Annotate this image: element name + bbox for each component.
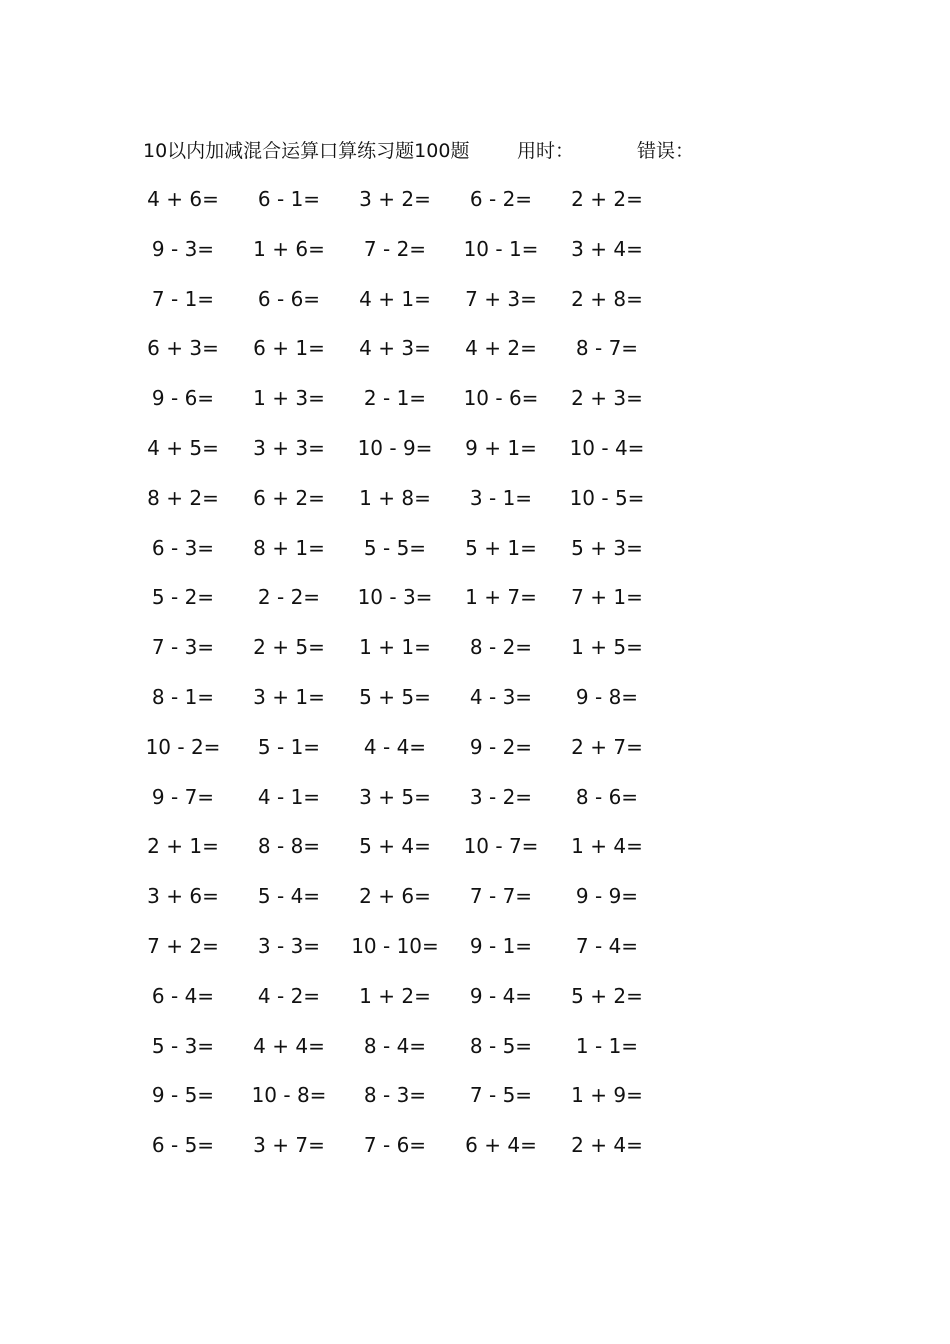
math-problem: 7 - 7=: [469, 884, 533, 909]
math-problem: 6 + 2=: [253, 485, 325, 510]
math-problem: 2 + 3=: [571, 386, 643, 411]
math-problem: 9 + 1=: [465, 435, 537, 460]
problem-row: [130, 782, 660, 832]
math-problem: 10 - 8=: [251, 1083, 327, 1108]
math-problem: 4 - 4=: [363, 734, 427, 759]
math-problem: 1 + 7=: [465, 585, 537, 610]
math-problem: 3 + 3=: [253, 435, 325, 460]
problem-grid: [130, 184, 660, 1180]
math-problem: 2 + 2=: [571, 187, 643, 211]
math-problem: 8 - 3=: [363, 1083, 427, 1108]
math-problem: 8 - 1=: [151, 684, 215, 709]
math-problem: 9 - 7=: [151, 784, 215, 809]
math-problem: 1 - 1=: [575, 1033, 639, 1058]
math-problem: 9 - 2=: [469, 734, 533, 759]
problem-row: [130, 383, 660, 433]
math-problem: 7 - 5=: [469, 1083, 533, 1108]
math-problem: 5 + 5=: [359, 684, 431, 709]
problem-row: [130, 284, 660, 334]
problem-row: [130, 831, 660, 881]
math-problem: 10 - 4=: [569, 435, 645, 460]
math-problem: 9 - 9=: [575, 884, 639, 909]
math-problem: 8 + 2=: [147, 485, 219, 510]
math-problem: 5 - 1=: [257, 734, 321, 759]
math-problem: 7 + 2=: [147, 933, 219, 958]
math-problem: 6 + 3=: [147, 336, 219, 361]
math-problem: 4 + 3=: [359, 336, 431, 361]
math-problem: 9 - 1=: [469, 933, 533, 958]
math-problem: 8 + 1=: [253, 535, 325, 560]
math-problem: 5 - 5=: [363, 535, 427, 560]
math-problem: 1 + 3=: [253, 386, 325, 411]
math-problem: 5 - 2=: [151, 585, 215, 610]
math-problem: 2 + 6=: [359, 884, 431, 909]
math-problem: 3 + 2=: [359, 187, 431, 211]
math-problem: 2 + 7=: [571, 734, 643, 759]
math-problem: 9 - 4=: [469, 983, 533, 1008]
math-problem: 6 - 3=: [151, 535, 215, 560]
time-label: 用时：: [517, 140, 575, 162]
math-problem: 6 - 4=: [151, 983, 215, 1008]
math-problem: 6 + 4=: [465, 1133, 537, 1158]
math-problem: 9 - 6=: [151, 386, 215, 411]
problem-row: [130, 582, 660, 632]
error-label: 错误：: [637, 140, 695, 162]
math-problem: 9 - 5=: [151, 1083, 215, 1108]
problem-row: [130, 533, 660, 583]
math-problem: 7 - 1=: [151, 286, 215, 311]
problem-row: [130, 1031, 660, 1081]
math-problem: 3 - 1=: [469, 485, 533, 510]
math-problem: 3 + 4=: [571, 236, 643, 261]
math-problem: 3 - 2=: [469, 784, 533, 809]
math-problem: 10 - 1=: [463, 236, 539, 261]
math-problem: 3 + 6=: [147, 884, 219, 909]
math-problem: 10 - 2=: [145, 734, 221, 759]
math-problem: 10 - 9=: [357, 435, 433, 460]
math-problem: 10 - 5=: [569, 485, 645, 510]
math-problem: 8 - 6=: [575, 784, 639, 809]
math-problem: 7 - 4=: [575, 933, 639, 958]
math-problem: 4 + 1=: [359, 286, 431, 311]
math-problem: 2 + 8=: [571, 286, 643, 311]
math-problem: 1 + 8=: [359, 485, 431, 510]
math-problem: 1 + 6=: [253, 236, 325, 261]
math-problem: 5 + 1=: [465, 535, 537, 560]
math-problem: 2 + 4=: [571, 1133, 643, 1158]
problem-row: [130, 632, 660, 682]
math-problem: 10 - 7=: [463, 834, 539, 859]
math-problem: 7 - 6=: [363, 1133, 427, 1158]
math-problem: 9 - 8=: [575, 684, 639, 709]
math-problem: 3 - 3=: [257, 933, 321, 958]
math-problem: 5 - 4=: [257, 884, 321, 909]
math-problem: 7 - 2=: [363, 236, 427, 261]
worksheet-title: 10以内加减混合运算口算练习题100题: [143, 140, 470, 162]
math-problem: 1 + 5=: [571, 635, 643, 660]
math-problem: 10 - 3=: [357, 585, 433, 610]
math-problem: 4 - 2=: [257, 983, 321, 1008]
math-problem: 8 - 8=: [257, 834, 321, 859]
problem-row: [130, 234, 660, 284]
math-problem: 1 + 2=: [359, 983, 431, 1008]
math-problem: 6 - 2=: [469, 187, 533, 211]
math-problem: 4 + 6=: [147, 187, 219, 211]
math-problem: 7 - 3=: [151, 635, 215, 660]
math-problem: 4 - 1=: [257, 784, 321, 809]
math-problem: 3 + 5=: [359, 784, 431, 809]
math-problem: 5 + 2=: [571, 983, 643, 1008]
problem-row: [130, 184, 660, 234]
math-problem: 4 + 5=: [147, 435, 219, 460]
problem-row: [130, 1080, 660, 1130]
problem-row: [130, 483, 660, 533]
math-problem: 8 - 4=: [363, 1033, 427, 1058]
problem-row: [130, 1130, 660, 1180]
math-problem: 1 + 9=: [571, 1083, 643, 1108]
math-problem: 8 - 2=: [469, 635, 533, 660]
math-problem: 8 - 5=: [469, 1033, 533, 1058]
problem-row: [130, 931, 660, 981]
math-problem: 3 + 7=: [253, 1133, 325, 1158]
problem-row: [130, 682, 660, 732]
math-problem: 5 - 3=: [151, 1033, 215, 1058]
problem-row: [130, 333, 660, 383]
math-problem: 5 + 3=: [571, 535, 643, 560]
math-problem: 6 - 5=: [151, 1133, 215, 1158]
math-problem: 1 + 1=: [359, 635, 431, 660]
math-problem: 5 + 4=: [359, 834, 431, 859]
math-problem: 10 - 10=: [351, 933, 439, 958]
math-problem: 7 + 3=: [465, 286, 537, 311]
math-problem: 2 + 5=: [253, 635, 325, 660]
math-problem: 6 - 6=: [257, 286, 321, 311]
math-problem: 2 + 1=: [147, 834, 219, 859]
math-problem: 4 - 3=: [469, 684, 533, 709]
math-problem: 8 - 7=: [575, 336, 639, 361]
math-problem: 4 + 2=: [465, 336, 537, 361]
problem-row: [130, 881, 660, 931]
problem-row: [130, 433, 660, 483]
math-problem: 1 + 4=: [571, 834, 643, 859]
problem-row: [130, 732, 660, 782]
math-problem: 6 + 1=: [253, 336, 325, 361]
math-problem: 9 - 3=: [151, 236, 215, 261]
problem-row: [130, 981, 660, 1031]
math-problem: 6 - 1=: [257, 187, 321, 211]
math-problem: 4 + 4=: [253, 1033, 325, 1058]
math-problem: 7 + 1=: [571, 585, 643, 610]
math-problem: 10 - 6=: [463, 386, 539, 411]
math-problem: 2 - 1=: [363, 386, 427, 411]
math-problem: 3 + 1=: [253, 684, 325, 709]
math-problem: 2 - 2=: [257, 585, 321, 610]
